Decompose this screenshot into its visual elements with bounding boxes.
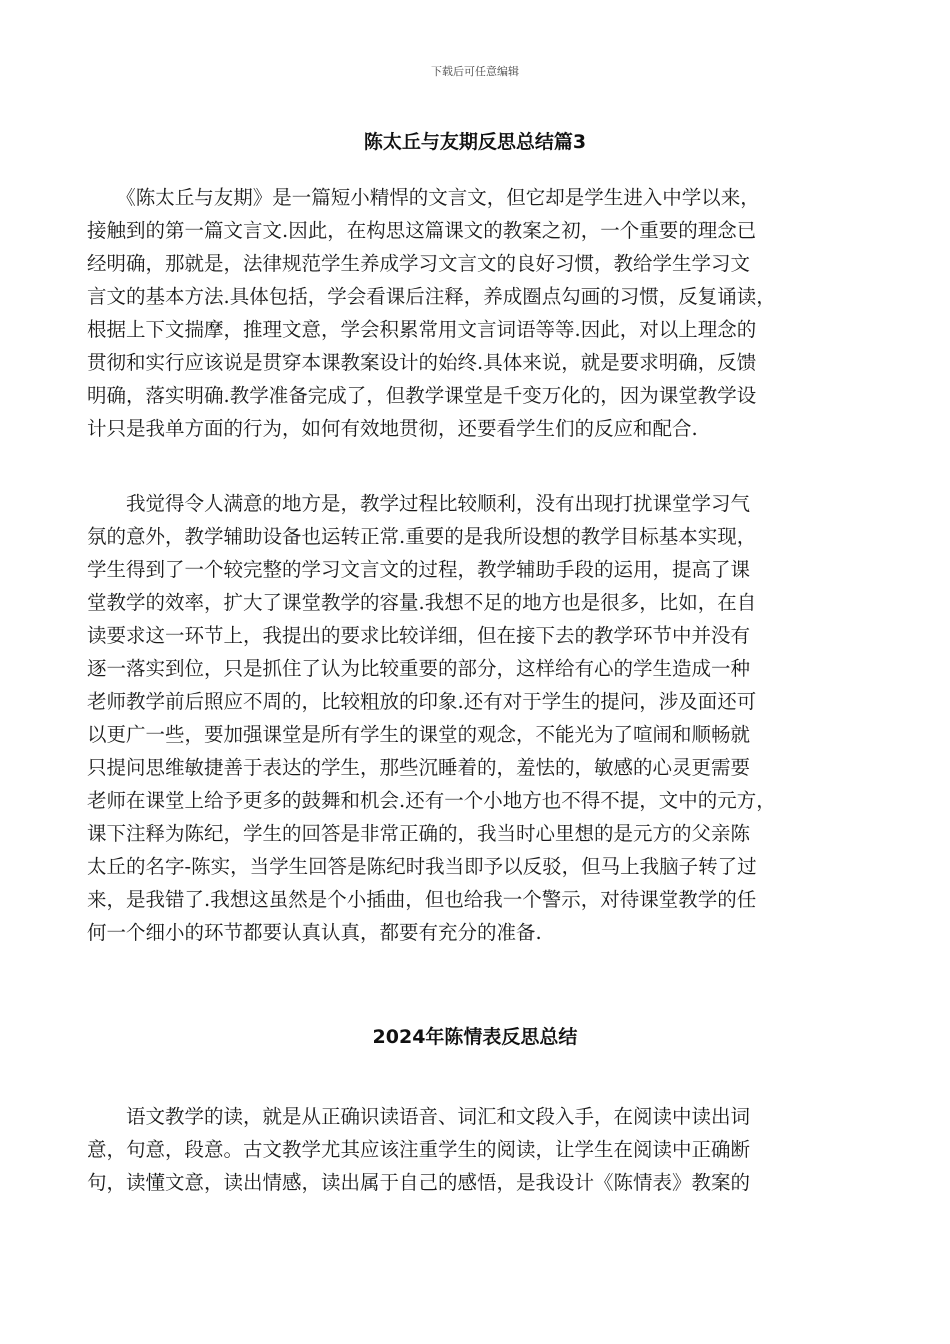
text-line: 接触到的第一篇文言文.因此，在构思这篇课文的教案之初，一个重要的理念已: [87, 219, 757, 242]
section-title-1: 陈太丘与友期反思总结篇3: [363, 131, 587, 153]
text-line: 我觉得令人满意的地方是，教学过程比较顺利，没有出现打扰课堂学习气: [87, 492, 751, 515]
text-line: 读要求这一环节上，我提出的要求比较详细，但在接下去的教学环节中并没有: [87, 624, 751, 647]
text-line: 逐一落实到位，只是抓住了认为比较重要的部分，这样给有心的学生造成一种: [87, 657, 751, 680]
paragraph-3: [87, 1100, 877, 1199]
text-line: 氛的意外，教学辅助设备也运转正常.重要的是我所设想的教学目标基本实现，: [87, 525, 757, 548]
text-line: 明确，落实明确.教学准备完成了，但教学课堂是千变万化的，因为课堂教学设: [87, 384, 757, 407]
text-line: 堂教学的效率，扩大了课堂教学的容量.我想不足的地方也是很多，比如，在自: [87, 591, 757, 614]
text-line: 学生得到了一个较完整的学习文言文的过程，教学辅助手段的运用，提高了课: [87, 558, 751, 581]
section-title-2: 2024年陈情表反思总结: [372, 1026, 578, 1048]
text-line: 课下注释为陈纪，学生的回答是非常正确的，我当时心里想的是元方的父亲陈: [87, 822, 751, 845]
text-line: 只提问思维敏捷善于表达的学生，那些沉睡着的，羞怯的，敏感的心灵更需要: [87, 756, 751, 779]
text-line: 言文的基本方法.具体包括，学会看课后注释，养成圈点勾画的习惯，反复诵读，: [87, 285, 776, 308]
text-line: 贯彻和实行应该说是贯穿本课教案设计的始终.具体来说，就是要求明确，反馈: [87, 351, 757, 374]
text-line: 太丘的名字-陈实，当学生回答是陈纪时我当即予以反驳，但马上我脑子转了过: [87, 855, 757, 878]
text-line: 老师教学前后照应不周的，比较粗放的印象.还有对于学生的提问，涉及面还可: [87, 690, 757, 713]
text-line: 以更广一些，要加强课堂是所有学生的课堂的观念，不能光为了喧闹和顺畅就: [87, 723, 751, 746]
text-line: 根据上下文揣摩，推理文意，学会积累常用文言词语等等.因此，对以上理念的: [87, 318, 757, 341]
text-line: 何一个细小的环节都要认真认真，都要有充分的准备.: [87, 921, 542, 944]
text-line: 句，读懂文意，读出情感，读出属于自己的感悟，是我设计《陈情表》教案的: [87, 1171, 751, 1194]
text-line: 计只是我单方面的行为，如何有效地贯彻，还要看学生们的反应和配合.: [87, 417, 698, 440]
text-line: 老师在课堂上给予更多的鼓舞和机会.还有一个小地方也不得不提，文中的元方，: [87, 789, 776, 812]
paragraph-1: [87, 181, 877, 445]
text-line: 经明确，那就是，法律规范学生养成学习文言文的良好习惯，教给学生学习文: [87, 252, 751, 275]
text-line: 《陈太丘与友期》是一篇短小精悍的文言文，但它却是学生进入中学以来，: [87, 186, 760, 209]
text-line: 语文教学的读，就是从正确识读语音、词汇和文段入手，在阅读中读出词: [87, 1105, 751, 1128]
text-line: 来，是我错了.我想这虽然是个小插曲，但也给我一个警示，对待课堂教学的任: [87, 888, 757, 911]
paragraph-2: [87, 487, 877, 949]
text-line: 意，句意，段意。古文教学尤其应该注重学生的阅读，让学生在阅读中正确断: [87, 1138, 751, 1161]
page-header: 下载后可任意编辑: [431, 65, 519, 78]
